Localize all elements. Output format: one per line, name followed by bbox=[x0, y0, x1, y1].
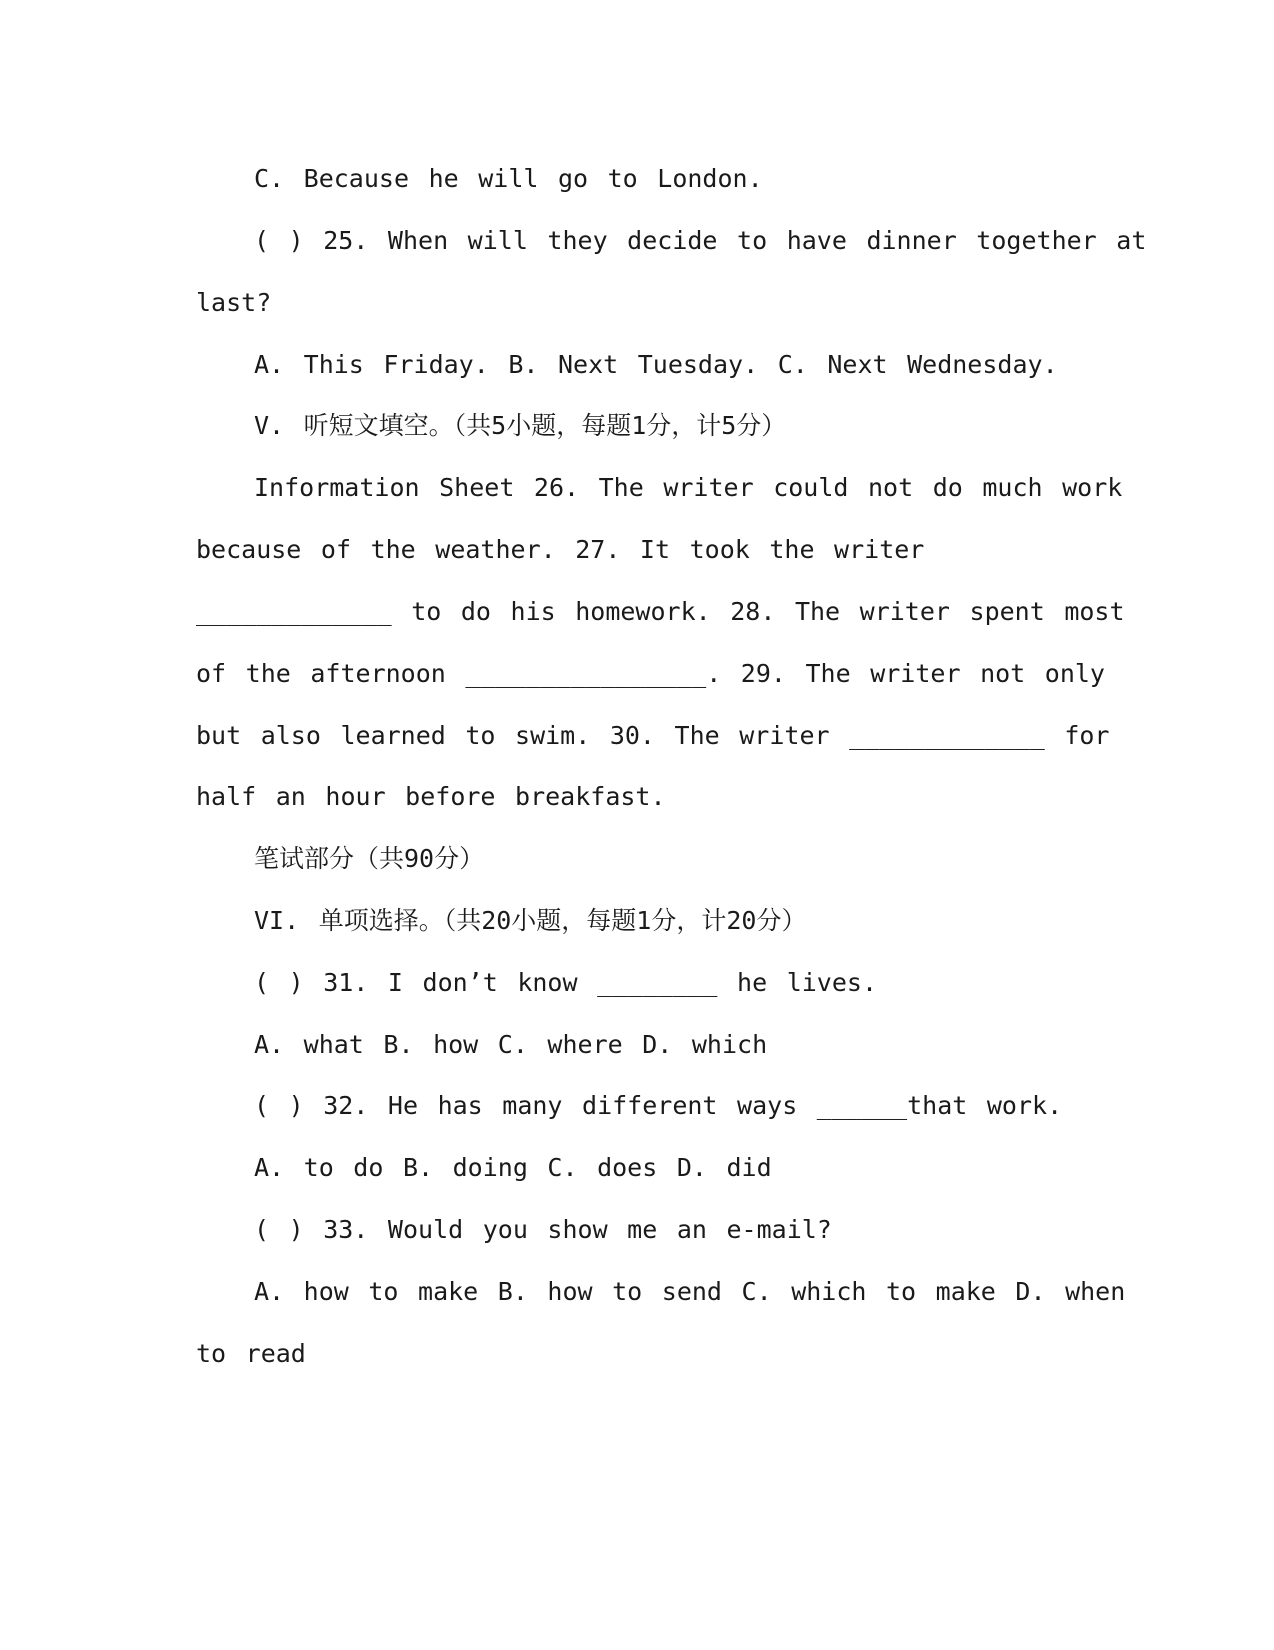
text-line-12: 笔试部分（共90分） bbox=[254, 844, 485, 873]
text-line-11: half an hour before breakfast. bbox=[196, 782, 666, 811]
text-line-9: of the afternoon ________________. 29. The writer not only bbox=[196, 659, 1105, 688]
text-line-20: to read bbox=[196, 1339, 306, 1368]
text-line-15: A. what B. how C. where D. which bbox=[254, 1030, 768, 1059]
text-line-18: ( ) 33. Would you show me an e-mail? bbox=[254, 1215, 832, 1244]
text-line-10: but also learned to swim. 30. The writer _____________ for bbox=[196, 721, 1110, 750]
text-line-19: A. how to make B. how to send C. which to make D. when bbox=[254, 1277, 1126, 1306]
text-line-14: ( ) 31. I don’t know ________ he lives. bbox=[254, 968, 877, 997]
text-line-8: _____________ to do his homework. 28. The writer spent most bbox=[196, 597, 1125, 626]
text-line-17: A. to do B. doing C. does D. did bbox=[254, 1153, 772, 1182]
text-line-13: VI. 单项选择。（共20小题，每题1分，计20分） bbox=[254, 906, 807, 935]
text-line-7: because of the weather. 27. It took the writer bbox=[196, 535, 925, 564]
text-line-2: ( ) 25. When will they decide to have dinner together at bbox=[254, 226, 1147, 255]
text-line-1: C. Because he will go to London. bbox=[254, 164, 763, 193]
text-line-6: Information Sheet 26. The writer could not do much work bbox=[254, 473, 1123, 502]
text-line-5: V. 听短文填空。（共5小题，每题1分，计5分） bbox=[254, 411, 787, 440]
text-line-3: last? bbox=[196, 288, 272, 317]
text-line-4: A. This Friday. B. Next Tuesday. C. Next Wednesday. bbox=[254, 350, 1058, 379]
text-line-16: ( ) 32. He has many different ways ______that work. bbox=[254, 1091, 1063, 1120]
